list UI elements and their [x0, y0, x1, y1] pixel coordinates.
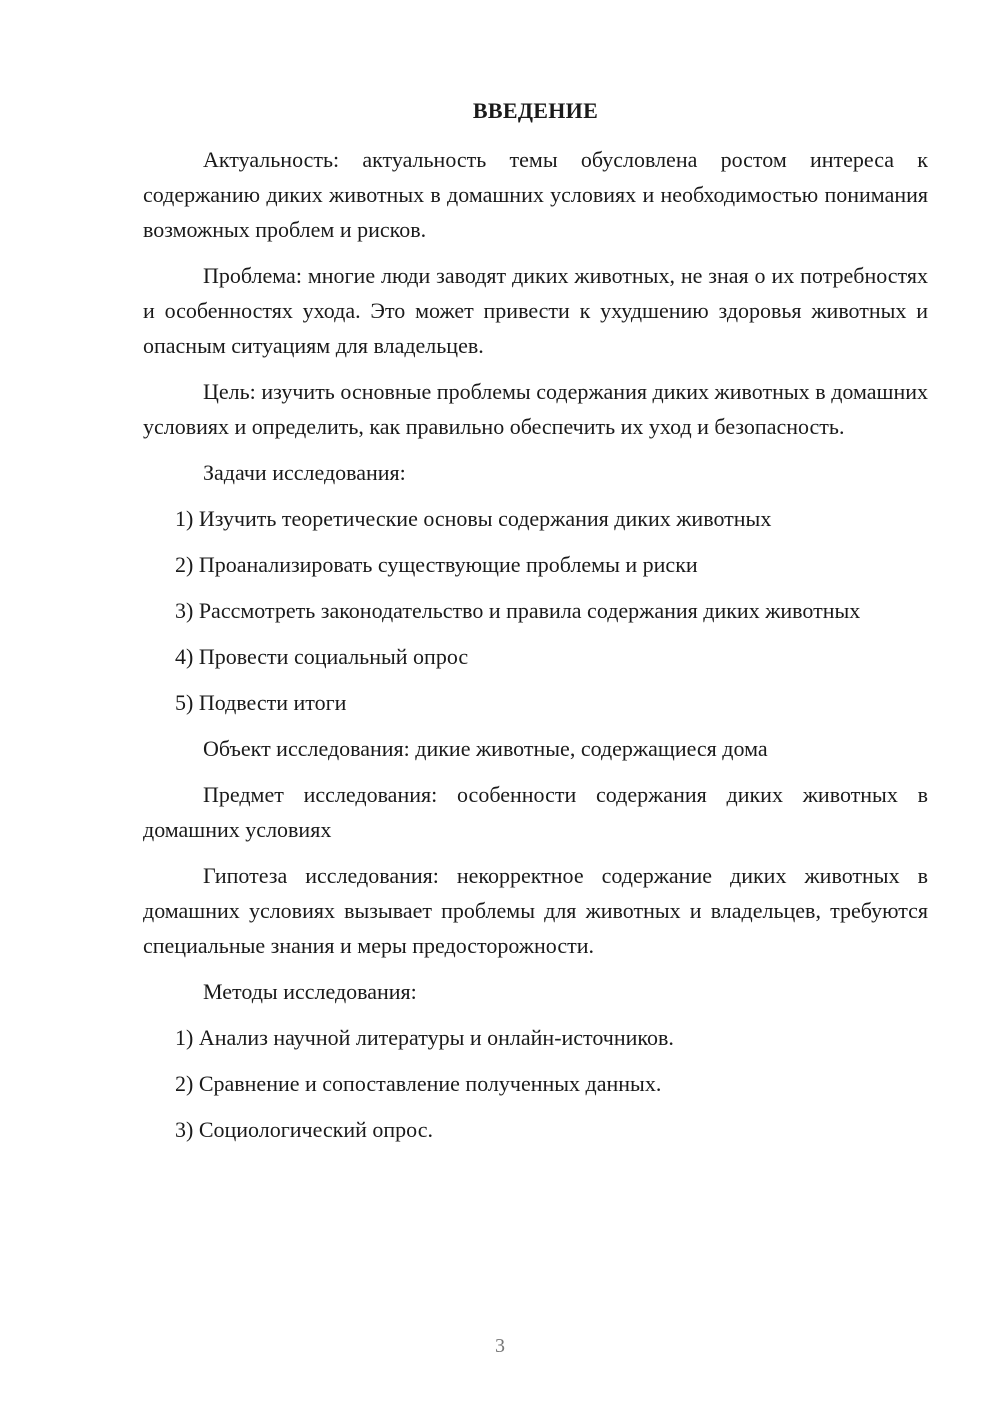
task-item-4: 4) Провести социальный опрос: [175, 644, 469, 669]
task-item-3: 3) Рассмотреть законодательство и правила содержания диких животных: [175, 598, 861, 623]
method-item-2: 2) Сравнение и сопоставление полученных данных.: [175, 1071, 662, 1096]
page-number: 3: [495, 1335, 505, 1357]
paragraph-methods-heading: Методы исследования:: [203, 979, 417, 1004]
document-body: [143, 142, 928, 1158]
paragraph-problem: Проблема: многие люди заводят диких животных, не зная о их потребностях и особенностях ухода. Это может привести к ухудшению здоровья животных и опасным ситуациям для владельцев.: [143, 263, 928, 358]
paragraph-relevance: Актуальность: актуальность темы обусловлена ростом интереса к содержанию диких животных в домашних условиях и необходимостью понимания возможных проблем и рисков.: [143, 147, 928, 242]
paragraph-object: Объект исследования: дикие животные, содержащиеся дома: [203, 736, 768, 761]
section-title: ВВЕДЕНИЕ: [472, 98, 599, 123]
document-page: [143, 0, 928, 1414]
task-item-5: 5) Подвести итоги: [175, 690, 347, 715]
paragraph-hypothesis: Гипотеза исследования: некорректное содержание диких животных в домашних условиях вызывает проблемы для животных и владельцев, требуются специальные знания и меры предосторожности.: [143, 863, 928, 958]
task-item-1: 1) Изучить теоретические основы содержания диких животных: [175, 506, 772, 531]
paragraph-subject: Предмет исследования: особенности содержания диких животных в домашних условиях: [143, 782, 928, 842]
task-item-2: 2) Проанализировать существующие проблемы и риски: [175, 552, 698, 577]
paragraph-goal: Цель: изучить основные проблемы содержания диких животных в домашних условиях и определить, как правильно обеспечить их уход и безопасность.: [143, 379, 928, 439]
method-item-3: 3) Социологический опрос.: [175, 1117, 433, 1142]
paragraph-tasks-heading: Задачи исследования:: [203, 460, 406, 485]
method-item-1: 1) Анализ научной литературы и онлайн-источников.: [175, 1025, 674, 1050]
